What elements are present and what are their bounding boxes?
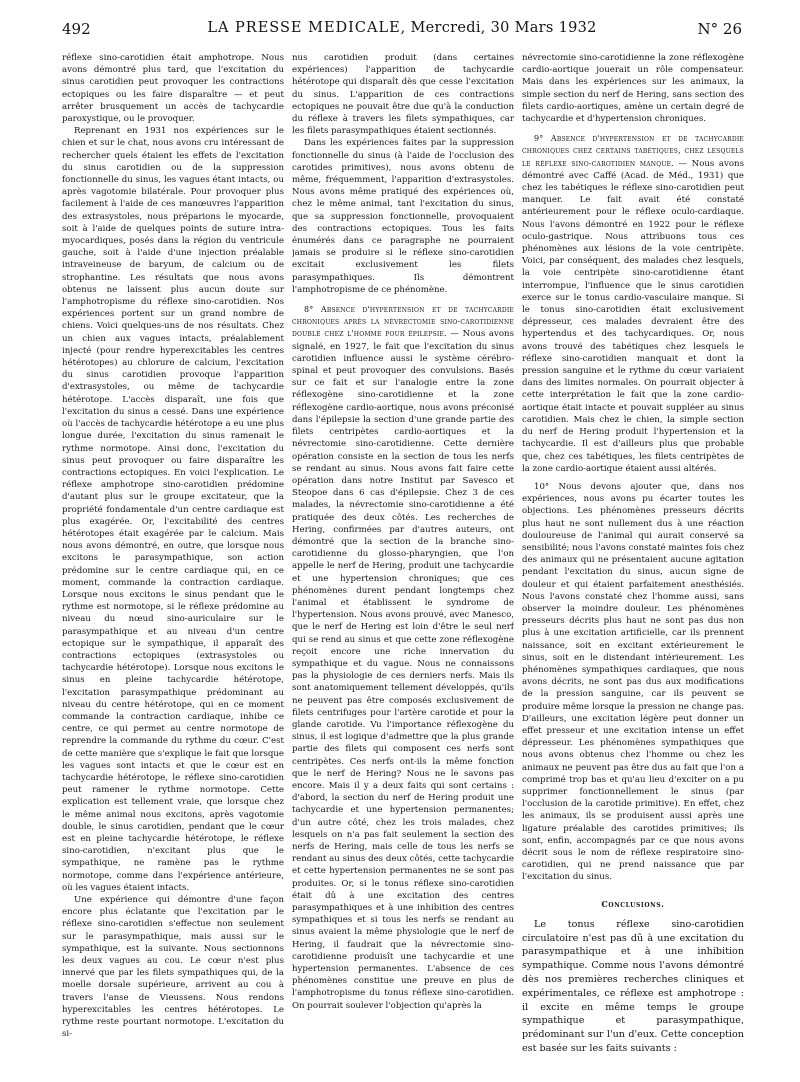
text-column-2 (292, 52, 514, 1077)
numbered-section-paragraph (522, 133, 744, 475)
text-column-3 (522, 52, 744, 1077)
section-lead: 9° Absence d'hypertension et de tachycardie chroniques chez certains tabétiques, chez lesquels le réflexe sino-carotidien manque. (522, 134, 744, 168)
section-body: — Nous avons signalé, en 1927, le fait que l'excitation du sinus carotidien influence aussi le système cérébro-spinal et peut provoquer des convulsions. Basés sur ce fait et sur l'analogie entre la zone réflexogène sino-carotidienne et la zone réflexogène cardio-aortique, nous avons préconisé dans l'épilepsie la section d'une grande partie des filets centripètes cardio-aortiques et la névrectomie sino-carotidienne. Cette dernière opération consiste en la section de tous les nerfs se rendant au sinus. Nous avons fait faire cette opération dans notre Institut par Savesco et Steopoe dans 6 cas d'épilepsie. Chez 3 de ces malades, la névrectomie sino-carotidienne a été pratiquée des deux côtés. Les recherches de Hering, confirmées par d'autres auteurs, ont démontré que la section de la branche sino-carotidienne du glosso-pharyngien, que l'on appelle le nerf de Hering, produit une tachycardie et une hypertension chroniques; que ces phénomènes durent pendant longtemps chez l'animal et établissent le syndrome de l'hypertension. Nous avons prouvé, avec Manesco, que le nerf de Hering est loin d'être le seul nerf qui se rend au sinus et que cette zone réflexogène reçoit encore une riche innervation du sympathique et du vague. Nous ne connaissons pas la physiologie de ces derniers nerfs. Mais ils sont anatomiquement tellement développés, qu'ils ne peuvent pas être composés exclusivement de filets centrifuges pour l'artère carotide et pour la glande carotide. Vu l'importance réflexogène du sinus, il est logique d'admettre que la plus grande partie des filets qui composent ces nerfs sont centripètes. Ces nerfs ont-ils la même fonction que le nerf de Hering? Nous ne le savons pas encore. Mais il y a deux faits qui sont certains : d'abord, la section du nerf de Hering produit une tachycardie et une hypertension permanentes; d'un autre côté, chez les trois malades, chez lesquels on n'a pas fait seulement la section des nerfs de Hering, mais celle de tous les nerfs se rendant au sinus des deux côtés, cette tachycardie et cette hypertension permanentes ne se sont pas produites. Or, si le tonus réflexe sino-carotidien était dû à une excitation des centres parasympathiques et à une inhibition des centres sympathiques et si tous les nerfs se rendant au sinus avaient la même physiologie que le nerf de Hering, il faudrait que la névrectomie sino-carotidienne produisît une tachycardie et une hypertension permanentes. L'absence de ces phénomènes constitue une preuve en plus de l'amphotropisme du tonus réflexe sino-carotidien. On pourrait soulever l'objection qu'après la (292, 329, 514, 1011)
paragraph: Le tonus réflexe sino-carotidien circulatoire n'est pas dû à une excitation du parasympathique et à une inhibition sympathique. Comme nous l'avons démontré dès nos premières recherches cliniques et expérimentales, ce réflexe est amphotrope : il excite en même temps le groupe sympathique et parasympathique, prédominant sur l'un d'eux. Cette conception est basée sur les faits suivants : (522, 918, 744, 1054)
paragraph: 10° Nous devons ajouter que, dans nos expériences, nous avons pu écarter toutes les objections. Les phénomènes presseurs décrits plus haut ne sont nullement dus à une réaction douloureuse de l'animal qui aurait conservé sa sensibilité; nous l'avons constaté maintes fois chez des animaux qui ne présentaient aucune agitation pendant l'excitation du sinus, aucun signe de douleur et qui étaient parfaitement anesthésiés. Nous l'avons constaté chez l'homme aussi, sans observer la moindre douleur. Les phénomènes presseurs décrits plus haut ne sont pas dus non plus à une excitation artificielle, car ils prennent naissance, soit en excitant extérieurement le sinus, soit en le distendant intérieurement. Les phénomènes sympathiques cardiaques, que nous avons décrits, ne sont pas dus aux modifications de la pression sanguine, car ils peuvent se produire même lorsque la pression ne change pas. D'ailleurs, une excitation légère peut donner un effet presseur et une excitation intense un effet dépresseur. Les phénomènes sympathiques que nous avons obtenus chez l'homme ou chez les animaux ne peuvent pas être dus au fait que l'on a comprimé trop bas et qu'au lieu d'exciter on a pu supprimer fonctionnellement le sinus (par l'occlusion de la carotide primitive). En effet, chez les animaux, ils se produisent aussi après une ligature préalable des carotides primitives; ils sont, enfin, accompagnés par ce que nous avons décrit sous le nom de réflexe respiratoire sino-carotidien, qui ne prend naissance que par l'excitation du sinus. (522, 481, 744, 883)
running-title: LA PRESSE MEDICALE, Mercredi, 30 Mars 1932 (207, 20, 597, 36)
paragraph: Une expérience qui démontre d'une façon encore plus éclatante que l'excitation par le réflexe sino-carotidien s'effectue non seulement sur le parasympathique, mais aussi sur le sympathique, est la suivante. Nous sectionnons les deux vagues au cou. Le cœur n'est plus innervé que par les filets sympathiques qui, de la moelle dorsale supérieure, arrivent au cou à travers l'anse de Vieussens. Nous rendons hyperexcitables les centres hétérotopes. Le rythme reste pourtant normotope. L'excitation du si- (62, 895, 284, 1040)
page-number: 492 (62, 20, 91, 38)
issue-number: N° 26 (697, 20, 742, 38)
paragraph: nus carotidien produit (dans certaines expériences) l'apparition de tachycardie hétérotope qui disparaît dès que cesse l'excitation du sinus. L'apparition de ces contractions ectopiques ne pouvait être due qu'à la conduction du réflexe à travers les filets sympathiques, car les filets parasympathiques étaient sectionnés. (292, 53, 514, 137)
issue-date: Mercredi, 30 Mars 1932 (410, 20, 597, 36)
paragraph: réflexe sino-carotidien était amphotrope. Nous avons démontré plus tard, que l'excitation du sinus carotidien peut provoquer les contractions ectopiques ou les faire disparaître — et peut arrêter brusquement un accès de tachycardie paroxystique, ou le provoquer. (62, 53, 284, 125)
paragraph: Reprenant en 1931 nos expériences sur le chien et sur le chat, nous avons cru intéressant de rechercher quels étaient les effets de l'excitation du sinus carotidien ou de la suppression fonctionnelle du sinus, les vagues étant intacts, ou après vagotomie bilatérale. Pour provoquer plus facilement à l'aide de ces manœuvres l'apparition des extrasystoles, nous préparions le myocarde, soit à l'aide de quelques points de suture intra-myocardiques, posés dans la région du ventricule gauche, soit à l'aide d'une injection préalable intraveineuse de baryum, de calcium ou de strophantine. Les résultats que nous avons obtenus ne laissent plus aucun doute sur l'amphotropisme du réflexe sino-carotidien. Nos expériences portent sur un grand nombre de chiens. Voici quelques-uns de nos résultats. Chez un chien aux vagues intacts, préalablement injecté (pour rendre hyperexcitables les centres hétérotopes) au chlorure de calcium, l'excitation du sinus carotidien provoque l'apparition d'extrasystoles, ou même de tachycardie hétérotope. L'accès disparaît, une fois que l'excitation du sinus a cessé. Dans une expérience où l'accès de tachycardie hétérotope a eu une plus longue durée, l'excitation du sinus ramenait le rythme normotope. Ainsi donc, l'excitation du sinus peut provoquer ou faire disparaître les contractions ectopiques. En voici l'explication. Le réflexe amphotrope sino-carotidien prédomine d'autant plus sur le groupe excitateur, que la propriété fondamentale d'un centre cardiaque est plus exagérée. Or, l'excitabilité des centres hétérotopes était exagérée par le calcium. Mais nous avons démontré, en outre, que lorsque nous excitons le parasympathique, son action prédomine sur le centre cardiaque qui, en ce moment, commande la contraction cardiaque. Lorsque nous excitons le sinus pendant que le rythme est normotope, si le réflexe prédomine au niveau du nœud sino-auriculaire sur le parasympathique et au niveau d'un centre ectopique sur le sympathique, il apparaît des contractions ectopiques (extrasystoles ou tachycardie hétérotope). Lorsque nous excitons le sinus en pleine tachycardie hétérotope, l'excitation parasympathique prédominant au niveau du centre hétérotope, qui en ce moment commande la contraction cardiaque, inhibe ce centre, ce qui permet au centre normotope de reprendre la commande du rythme du cœur. C'est de cette manière que s'explique le fait que lorsque les vagues sont intacts et que le cœur est en tachycardie hétérotope, le réflexe sino-carotidien peut ramener le rythme normotope. Cette explication est tellement vraie, que lorsque chez le même animal nous excitons, après vagotomie double, le sinus carotidien, pendant que le cœur est en pleine tachycardie hétérotope, le réflexe sino-carotidien, n'excitant plus que le sympathique, ne ramène pas le rythme normotope, comme dans l'expérience antérieure, où les vagues étaient intacts. (62, 126, 284, 893)
journal-title: LA PRESSE MEDICALE (207, 20, 401, 36)
text-column-1 (62, 52, 284, 1077)
section-lead: 8° Absence d'hypertension et de tachycardie chroniques après la névrectomie sino-carotidienne double chez l'homme pour épilepsie. (292, 305, 514, 339)
page-header (62, 20, 742, 44)
paragraph: Dans les expériences faites par la suppression fonctionnelle du sinus (à l'aide de l'occlusion des carotides primitives), nous avons obtenu de même, fréquemment, l'apparition d'extrasystoles. Nous avons même pratiqué des expériences où, chez le même animal, tant l'excitation du sinus, que sa suppression fonctionnelle, provoquaient des contractions ectopiques. Tous les faits énumérés dans ce paragraphe ne pourraient jamais se produire si le réflexe sino-carotidien excitait exclusivement les filets parasympathiques. Ils démontrent l'amphotropisme de ce phénomène. (292, 138, 514, 295)
section-body: — Nous avons démontré avec Caffé (Acad. de Méd., 1931) que chez les tabétiques le réflexe sino-carotidien peut manquer. Le fait avait été constaté antérieurement pour le réflexe oculo-cardiaque. Nous l'avons démontré en 1922 pour le réflexe oculo-gastrique. Nous attribuons tous ces phénomènes aux lésions de la voie centripète. Voici, par conséquent, des malades chez lesquels, la voie centripète sino-carotidienne étant interrompue, l'influence que le sinus carotidien exerce sur le tonus cardio-vasculaire manque. Si le tonus sino-carotidien était exclusivement dépresseur, ces malades devraient être des hypertendus et des tachycardiques. Or, nous avons trouvé des tabétiques chez lesquels le réflexe sino-carotidien manquait et dont la pression sanguine et le rythme du cœur variaient dans des limites normales. On pourrait objecter à cette interprétation le fait que la zone cardio-aortique était intacte et pouvait suppléer au sinus carotidien. Mais chez le chien, la simple section du nerf de Hering produit l'hypertension et la tachycardie. Il est d'ailleurs plus que probable que, chez ces tabétiques, les filets centripètes de la zone cardio-aortique étaient aussi altérés. (522, 158, 744, 474)
section-heading: Conclusions. (601, 898, 665, 909)
numbered-section-paragraph (292, 304, 514, 1012)
paragraph: névrectomie sino-carotidienne la zone réflexogène cardio-aortique jouerait un rôle compensateur. Mais dans les expériences sur les animaux, la simple section du nerf de Hering, sans section des filets cardio-aortiques, amène un certain degré de tachycardie et d'hypertension chroniques. (522, 53, 744, 125)
